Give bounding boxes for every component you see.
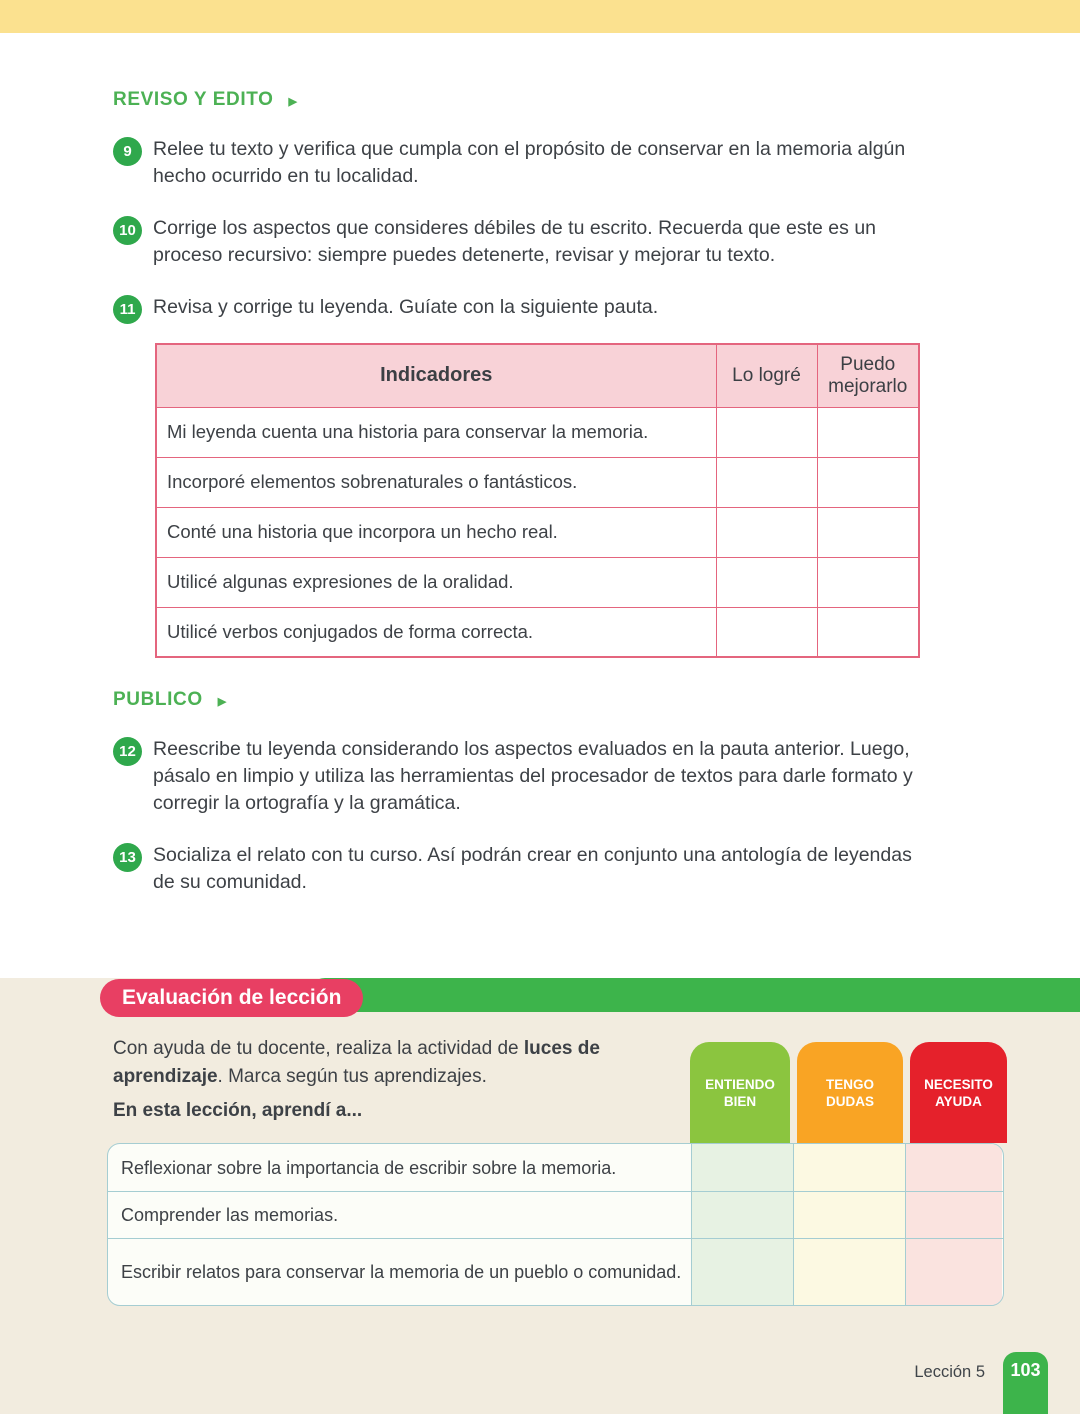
mark-cell-tengo-dudas[interactable]	[793, 1144, 905, 1191]
necesito-ayuda-button[interactable]: NECESITO AYUDA	[910, 1042, 1007, 1143]
indicator-cell: Incorporé elementos sobrenaturales o fantásticos.	[156, 457, 716, 507]
indicator-cell: Utilicé algunas expresiones de la oralidad.	[156, 557, 716, 607]
evaluacion-badge: Evaluación de lección	[100, 979, 363, 1017]
checkbox-cell-lo-logre[interactable]	[716, 507, 817, 557]
section-heading-publico	[113, 689, 973, 711]
table-row	[108, 1238, 1003, 1305]
footer-lesson-label: Lección 5	[914, 1363, 985, 1381]
evaluacion-section	[0, 978, 1080, 1414]
checkbox-cell-puedo-mejorarlo[interactable]	[817, 507, 919, 557]
evaluacion-table	[107, 1143, 1004, 1306]
evaluacion-row-label: Escribir relatos para conservar la memoria de un pueblo o comunidad.	[121, 1262, 682, 1282]
pauta-header-row	[156, 344, 919, 407]
step-text: Relee tu texto y verifica que cumpla con el propósito de conservar en la memoria algún hecho ocurrido en tu localidad.	[153, 138, 906, 187]
checkbox-cell-puedo-mejorarlo[interactable]	[817, 557, 919, 607]
table-row	[156, 407, 919, 457]
page-number-tab: 103	[1003, 1352, 1048, 1414]
intro-text: . Marca según tus aprendizajes.	[217, 1065, 487, 1087]
triangle-arrow-icon: ▶	[288, 95, 298, 108]
step-number-badge: 12	[113, 737, 142, 766]
step-text: Corrige los aspectos que consideres débiles de tu escrito. Recuerda que este es un proceso recursivo: siempre puedes detenerte, revisar y mejorar tu texto.	[153, 217, 877, 266]
indicator-cell: Utilicé verbos conjugados de forma correcta.	[156, 607, 716, 657]
tengo-dudas-button[interactable]: TENGO DUDAS	[797, 1042, 903, 1143]
step-number-badge: 9	[113, 137, 142, 166]
checkbox-cell-puedo-mejorarlo[interactable]	[817, 407, 919, 457]
mark-cell-tengo-dudas[interactable]	[793, 1192, 905, 1238]
checkbox-cell-lo-logre[interactable]	[716, 607, 817, 657]
indicator-cell: Conté una historia que incorpora un hecho real.	[156, 507, 716, 557]
col-header-indicadores: Indicadores	[156, 344, 716, 407]
step-text: Socializa el relato con tu curso. Así podrán crear en conjunto una antología de leyendas de su comunidad.	[153, 844, 912, 893]
main-content	[113, 33, 973, 896]
checkbox-cell-puedo-mejorarlo[interactable]	[817, 607, 919, 657]
checkbox-cell-lo-logre[interactable]	[716, 557, 817, 607]
step-number-badge: 13	[113, 843, 142, 872]
top-band	[0, 0, 1080, 33]
indicator-cell: Mi leyenda cuenta una historia para conservar la memoria.	[156, 407, 716, 457]
section-heading-reviso	[113, 89, 973, 111]
entiendo-bien-button[interactable]: ENTIENDO BIEN	[690, 1042, 790, 1143]
evaluacion-row-label: Reflexionar sobre la importancia de escribir sobre la memoria.	[121, 1157, 617, 1178]
checkbox-cell-lo-logre[interactable]	[716, 457, 817, 507]
luces-button-row	[690, 1042, 1007, 1143]
evaluacion-row-label: Comprender las memorias.	[121, 1205, 339, 1225]
table-row	[156, 457, 919, 507]
mark-cell-necesito-ayuda[interactable]	[905, 1239, 1002, 1305]
evaluacion-intro	[113, 1035, 673, 1090]
table-row	[156, 507, 919, 557]
table-row	[156, 607, 919, 657]
mark-cell-tengo-dudas[interactable]	[793, 1239, 905, 1305]
step-text: Reescribe tu leyenda considerando los aspectos evaluados en la pauta anterior. Luego, pásalo en limpio y utiliza las herramientas del procesador de textos para darle formato y corregir la ortografía y la gramática.	[153, 738, 913, 814]
col-header-puedo-mejorarlo: Puedo mejorarlo	[817, 344, 919, 407]
section-heading-label: PUBLICO	[113, 689, 203, 710]
mark-cell-entiendo-bien[interactable]	[691, 1239, 793, 1305]
step-10	[113, 215, 973, 269]
mark-cell-entiendo-bien[interactable]	[691, 1144, 793, 1191]
intro-text: Con ayuda de tu docente, realiza la actividad de	[113, 1038, 524, 1059]
mark-cell-entiendo-bien[interactable]	[691, 1192, 793, 1238]
pauta-table	[155, 343, 920, 658]
step-12	[113, 736, 973, 817]
step-13	[113, 842, 973, 896]
section-heading-label: REVISO Y EDITO	[113, 89, 274, 110]
checkbox-cell-puedo-mejorarlo[interactable]	[817, 457, 919, 507]
evaluacion-subheading: En esta lección, aprendí a...	[113, 1100, 363, 1121]
step-9	[113, 136, 973, 190]
col-header-lo-logre: Lo logré	[716, 344, 817, 407]
mark-cell-necesito-ayuda[interactable]	[905, 1144, 1002, 1191]
table-row	[108, 1144, 1003, 1191]
step-11	[113, 294, 973, 324]
table-row	[108, 1191, 1003, 1238]
triangle-arrow-icon: ▶	[217, 695, 227, 708]
table-row	[156, 557, 919, 607]
intro-bold-text: luces de aprendizaje	[113, 1038, 600, 1087]
mark-cell-necesito-ayuda[interactable]	[905, 1192, 1002, 1238]
step-text: Revisa y corrige tu leyenda. Guíate con la siguiente pauta.	[153, 296, 659, 318]
step-number-badge: 11	[113, 295, 142, 324]
checkbox-cell-lo-logre[interactable]	[716, 407, 817, 457]
evaluacion-green-bar	[308, 978, 1080, 1012]
step-number-badge: 10	[113, 216, 142, 245]
